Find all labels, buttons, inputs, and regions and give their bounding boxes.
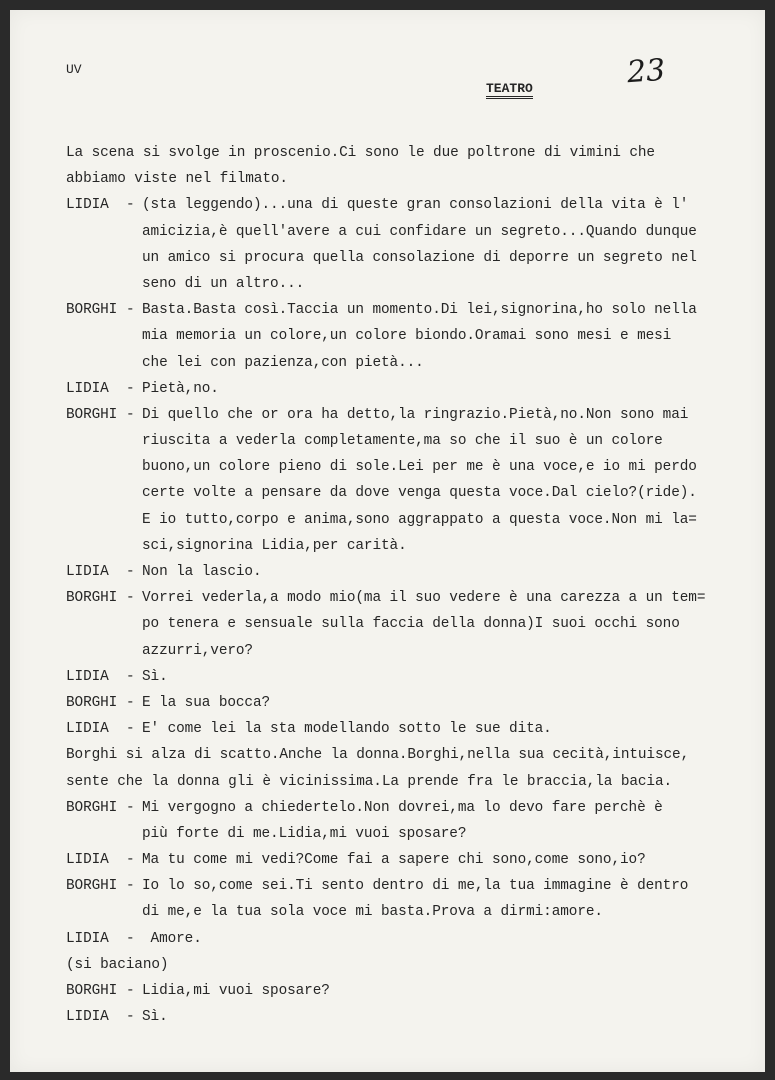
dialogue-line [66, 716, 756, 742]
page-number: 23 [625, 52, 667, 91]
dialogue-line [66, 585, 756, 611]
dialogue-continuation [66, 899, 756, 925]
speaker-dash: - [126, 668, 135, 685]
line-text: po tenera e sensuale sulla faccia della donna)I suoi occhi sono [142, 616, 680, 633]
dialogue-line [66, 795, 756, 821]
dialogue-line [66, 376, 756, 402]
line-text: Amore. [142, 930, 202, 947]
speaker-dash: - [126, 721, 135, 738]
speaker-name: BORGHI [66, 590, 118, 607]
speaker-name: LIDIA [66, 930, 109, 947]
line-text: abbiamo viste nel filmato. [66, 171, 288, 188]
line-text: che lei con pazienza,con pietà... [142, 354, 424, 371]
speaker-name: BORGHI [66, 406, 118, 423]
script-body [66, 140, 756, 1030]
speaker-name: LIDIA [66, 852, 109, 869]
line-text: amicizia,è quell'avere a cui confidare un segreto...Quando dunque [142, 223, 697, 240]
dialogue-continuation [66, 245, 756, 271]
line-text: Pietà,no. [142, 380, 219, 397]
speaker-dash: - [126, 302, 135, 319]
line-text: Sì. [142, 1009, 168, 1026]
line-text: Vorrei vederla,a modo mio(ma il suo vedere è una carezza a un tem= [142, 590, 706, 607]
speaker-name: BORGHI [66, 983, 118, 999]
dialogue-continuation [66, 611, 756, 637]
script-page [10, 10, 765, 1072]
speaker-name: LIDIA [66, 1009, 109, 1026]
speaker-dash: - [126, 852, 135, 869]
dialogue-continuation [66, 350, 756, 376]
speaker-dash: - [126, 694, 135, 711]
line-text: sente che la donna gli è vicinissima.La prende fra le braccia,la bacia. [66, 773, 673, 790]
stage-direction [66, 952, 756, 978]
dialogue-continuation [66, 638, 756, 664]
speaker-dash: - [126, 564, 135, 580]
line-text: Io lo so,come sei.Ti sento dentro di me,la tua immagine è dentro [142, 878, 689, 895]
speaker-name: BORGHI [66, 694, 118, 711]
line-text: Basta.Basta così.Taccia un momento.Di lei,signorina,ho solo nella [142, 302, 697, 319]
speaker-dash: - [126, 197, 135, 214]
line-text: riuscita a vederla completamente,ma so che il suo è un colore [142, 433, 663, 450]
line-text: Sì. [142, 668, 168, 685]
line-text: E la sua bocca? [142, 694, 271, 711]
dialogue-continuation [66, 480, 756, 506]
dialogue-continuation [66, 507, 756, 533]
speaker-name: BORGHI [66, 799, 118, 816]
dialogue-line [66, 690, 756, 716]
stage-direction [66, 140, 756, 166]
line-text: Non la lascio. [142, 564, 262, 580]
stage-direction [66, 742, 756, 768]
line-text: più forte di me.Lidia,mi vuoi sposare? [142, 825, 467, 842]
line-text: La scena si svolge in proscenio.Ci sono le due poltrone di vimini che [66, 145, 655, 161]
dialogue-line [66, 873, 756, 899]
line-text: Borghi si alza di scatto.Anche la donna.Borghi,nella sua cecità,intuisce, [66, 747, 690, 764]
speaker-dash: - [126, 406, 135, 423]
line-text: E' come lei la sta modellando sotto le sue dita. [142, 721, 552, 738]
page-title: TEATRO [486, 82, 533, 99]
line-text: (si baciano) [66, 956, 169, 973]
dialogue-continuation [66, 533, 756, 559]
speaker-name: BORGHI [66, 878, 118, 895]
line-text: sci,signorina Lidia,per carità. [142, 537, 407, 554]
speaker-dash: - [126, 983, 135, 999]
speaker-name: LIDIA [66, 380, 109, 397]
dialogue-line [66, 192, 756, 218]
dialogue-line [66, 978, 756, 1004]
dialogue-continuation [66, 219, 756, 245]
speaker-dash: - [126, 1009, 135, 1026]
line-text: (sta leggendo)...una di queste gran consolazioni della vita è l' [142, 197, 689, 214]
speaker-dash: - [126, 930, 135, 947]
line-text: seno di un altro... [142, 275, 305, 292]
line-text: Lidia,mi vuoi sposare? [142, 983, 330, 999]
dialogue-continuation [66, 323, 756, 349]
dialogue-continuation [66, 271, 756, 297]
dialogue-line [66, 297, 756, 323]
speaker-name: LIDIA [66, 721, 109, 738]
line-text: Mi vergogno a chiedertelo.Non dovrei,ma lo devo fare perchè è [142, 799, 663, 816]
speaker-name: LIDIA [66, 668, 109, 685]
dialogue-line [66, 559, 756, 585]
speaker-dash: - [126, 380, 135, 397]
dialogue-line [66, 402, 756, 428]
line-text: Ma tu come mi vedi?Come fai a sapere chi sono,come sono,io? [142, 852, 646, 869]
dialogue-continuation [66, 454, 756, 480]
speaker-name: LIDIA [66, 197, 109, 214]
dialogue-line [66, 847, 756, 873]
dialogue-continuation [66, 428, 756, 454]
dialogue-line [66, 926, 756, 952]
speaker-dash: - [126, 799, 135, 816]
line-text: mia memoria un colore,un colore biondo.Oramai sono mesi e mesi [142, 328, 672, 345]
stage-direction [66, 769, 756, 795]
dialogue-line [66, 1004, 756, 1030]
line-text: certe volte a pensare da dove venga questa voce.Dal cielo?(ride). [142, 485, 697, 502]
line-text: un amico si procura quella consolazione di deporre un segreto nel [142, 249, 697, 266]
speaker-dash: - [126, 878, 135, 895]
line-text: buono,un colore pieno di sole.Lei per me è una voce,e io mi perdo [142, 459, 697, 476]
line-text: Di quello che or ora ha detto,la ringrazio.Pietà,no.Non sono mai [142, 406, 689, 423]
speaker-dash: - [126, 590, 135, 607]
speaker-name: LIDIA [66, 564, 109, 580]
header-initials: UV [66, 62, 82, 77]
line-text: di me,e la tua sola voce mi basta.Prova a dirmi:amore. [142, 904, 603, 921]
line-text: azzurri,vero? [142, 642, 253, 659]
dialogue-continuation [66, 821, 756, 847]
dialogue-line [66, 664, 756, 690]
stage-direction [66, 166, 756, 192]
speaker-name: BORGHI [66, 302, 118, 319]
line-text: E io tutto,corpo e anima,sono aggrappato a questa voce.Non mi la= [142, 511, 697, 528]
